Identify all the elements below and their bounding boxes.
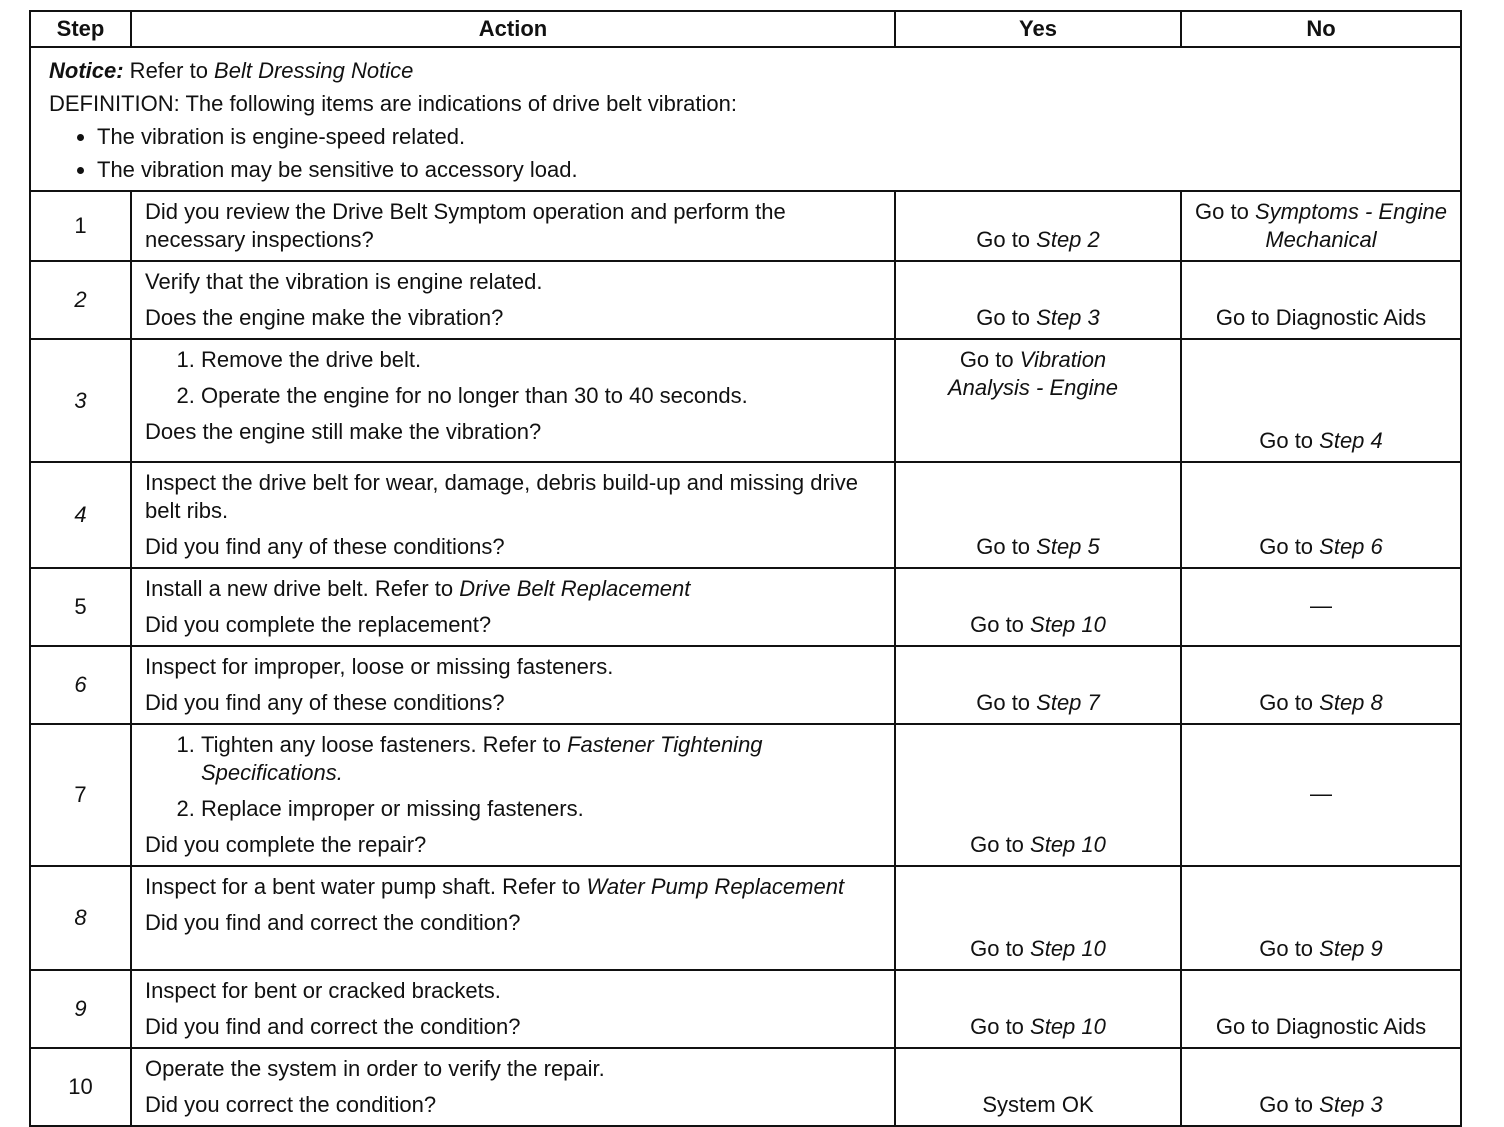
yes-cell[interactable] [895,970,1181,1048]
yes-cell[interactable] [895,462,1181,568]
go-to-text: Go to [1259,428,1320,453]
action-text [145,575,884,603]
action-cell [131,970,895,1048]
header-yes: Yes [895,11,1181,47]
action-ref[interactable]: Drive Belt Replacement [459,576,691,601]
table-row [30,970,1461,1048]
go-to-text: Go to [959,347,1020,372]
action-text: Inspect the drive belt for wear, damage, debris build-up and missing drive belt ribs. [145,470,858,523]
action-text: Verify that the vibration is engine related. [145,269,543,294]
action-question: Did you find any of these conditions? [145,690,505,715]
action-text: Inspect for improper, loose or missing fasteners. [145,654,614,679]
yes-cell[interactable] [895,261,1181,339]
go-to-text: Go to [970,612,1031,637]
notice-line [49,54,1450,87]
table-row [30,724,1461,866]
definition-text: DEFINITION: The following items are indications of drive belt vibration: [49,91,737,116]
yes-ref[interactable]: Step 10 [1030,1014,1106,1039]
no-cell[interactable]: Go to Diagnostic Aids [1181,261,1461,339]
definition-bullet: • The vibration is engine-speed related. [97,120,1450,153]
table-row [30,261,1461,339]
diagnostic-table [29,10,1462,1127]
action-cell [131,724,895,866]
header-action: Action [131,11,895,47]
go-to-text: Go to [976,690,1037,715]
yes-cell[interactable] [895,724,1181,866]
step-number: 7 [30,724,131,866]
notice-label: Notice: [49,58,124,83]
action-cell [131,462,895,568]
no-ref[interactable]: Step 3 [1319,1092,1383,1117]
definition-list [49,120,1450,186]
step-number: 10 [30,1048,131,1126]
definition-bullet: • The vibration may be sensitive to accessory load. [97,153,1450,186]
action-question: Did you find any of these conditions? [145,534,505,559]
go-to-text: Go to [976,305,1037,330]
action-cell [131,1048,895,1126]
step-number: 8 [30,866,131,970]
no-ref[interactable]: Symptoms - Engine Mechanical [1254,199,1447,252]
yes-ref[interactable]: Vibration Analysis - Engine [948,347,1118,400]
go-to-text: Go to [1259,534,1320,559]
table-row [30,339,1461,462]
go-to-text: Go to [970,832,1031,857]
action-text-prefix: Install a new drive belt. Refer to [145,576,460,601]
action-question: Did you complete the replacement? [145,612,492,637]
no-cell[interactable] [1181,646,1461,724]
notice-row [30,47,1461,191]
action-ref[interactable]: Water Pump Replacement [586,874,845,899]
go-to-text: Go to [976,227,1037,252]
action-list [145,731,884,823]
no-ref[interactable]: Step 6 [1319,534,1383,559]
action-cell [131,646,895,724]
yes-cell[interactable] [895,866,1181,970]
yes-ref[interactable]: Step 2 [1036,227,1100,252]
table-row [30,1048,1461,1126]
action-ref[interactable]: Fastener Tightening Specifications. [201,732,763,785]
yes-ref[interactable]: Step 10 [1030,612,1106,637]
no-cell[interactable] [1181,462,1461,568]
no-cell[interactable] [1181,1048,1461,1126]
step-number: 2 [30,261,131,339]
notice-text: Refer to [123,58,215,83]
go-to-text: Go to [1259,936,1320,961]
step-number: 3 [30,339,131,462]
yes-ref[interactable]: Step 7 [1036,690,1100,715]
action-text: Inspect for bent or cracked brackets. [145,978,501,1003]
no-cell: — [1181,724,1461,866]
action-question: Did you find and correct the condition? [145,1014,521,1039]
no-ref[interactable]: Step 9 [1319,936,1383,961]
table-row [30,462,1461,568]
yes-ref[interactable]: Step 5 [1036,534,1100,559]
step-number: 6 [30,646,131,724]
action-cell [131,191,895,261]
action-question: Did you complete the repair? [145,832,427,857]
header-step: Step [30,11,131,47]
yes-cell[interactable] [895,568,1181,646]
action-list [145,346,884,410]
header-no: No [1181,11,1461,47]
notice-ref[interactable]: Belt Dressing Notice [214,58,414,83]
table-row [30,568,1461,646]
action-text-prefix: Tighten any loose fasteners. Refer to [201,732,568,757]
go-to-text: Go to [1259,690,1320,715]
action-question: Did you correct the condition? [145,1092,437,1117]
action-question: Does the engine make the vibration? [145,305,504,330]
go-to-text: Go to [1195,199,1255,224]
yes-ref[interactable]: Step 10 [1030,832,1106,857]
yes-ref[interactable]: Step 10 [1030,936,1106,961]
yes-cell[interactable] [895,191,1181,261]
yes-cell: System OK [895,1048,1181,1126]
action-text: Operate the system in order to verify the repair. [145,1056,605,1081]
no-ref[interactable]: Step 8 [1319,690,1383,715]
action-cell [131,339,895,462]
no-cell[interactable] [1181,339,1461,462]
go-to-text: Go to [970,1014,1031,1039]
no-ref[interactable]: Step 4 [1319,428,1383,453]
yes-cell[interactable] [895,339,1181,462]
action-list-item: 1. Remove the drive belt. [201,346,884,374]
step-number: 9 [30,970,131,1048]
action-list-item: 2. Operate the engine for no longer than 30 to 40 seconds. [201,382,884,410]
no-cell[interactable]: Go to Diagnostic Aids [1181,970,1461,1048]
notice-cell [30,47,1461,191]
action-cell [131,261,895,339]
action-list-item [201,731,884,787]
step-number: 1 [30,191,131,261]
step-number: 5 [30,568,131,646]
no-cell[interactable] [1181,191,1461,261]
action-cell [131,568,895,646]
table-row [30,646,1461,724]
no-cell[interactable] [1181,866,1461,970]
action-list-item: 2. Replace improper or missing fasteners. [201,795,884,823]
action-question: Did you review the Drive Belt Symptom operation and perform the necessary inspections? [145,199,786,252]
yes-cell[interactable] [895,646,1181,724]
go-to-text: Go to [976,534,1037,559]
step-number: 4 [30,462,131,568]
header-row [30,11,1461,47]
action-text-prefix: Inspect for a bent water pump shaft. Refer to [145,874,587,899]
action-cell [131,866,895,970]
action-question: Did you find and correct the condition? [145,910,521,935]
go-to-text: Go to [1259,1092,1320,1117]
table-row [30,191,1461,261]
table-row [30,866,1461,970]
no-cell: — [1181,568,1461,646]
yes-ref[interactable]: Step 3 [1036,305,1100,330]
action-question: Does the engine still make the vibration? [145,419,542,444]
go-to-text: Go to [970,936,1031,961]
action-text [145,873,884,901]
